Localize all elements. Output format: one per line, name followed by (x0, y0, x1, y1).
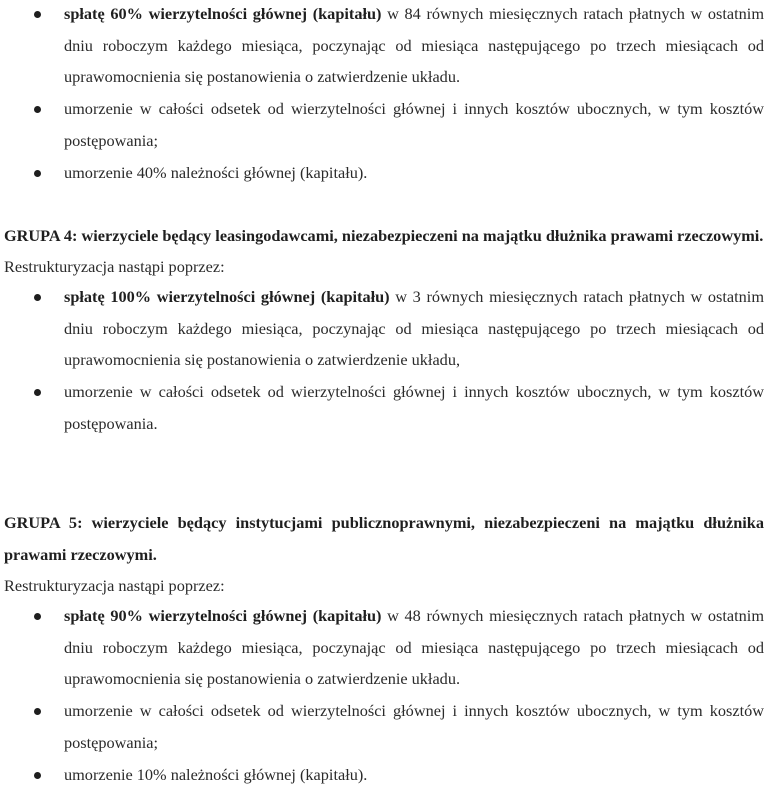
group-4-heading: GRUPA 4: wierzyciele będący leasingodawcami, niezabezpieczeni na majątku dłużnika prawami rzeczowymi. (4, 226, 764, 245)
bullet-list (0, 0, 768, 188)
group-4-section (0, 220, 768, 440)
group-5-section (0, 507, 768, 790)
list-item (0, 93, 768, 156)
bullet-icon (34, 170, 41, 177)
list-item (0, 600, 768, 695)
item-text: umorzenie w całości odsetek od wierzytelności głównej i innych kosztów ubocznych, w tym kosztów postępowania; (64, 701, 764, 752)
bullet-list (0, 600, 768, 790)
item-text: w 3 równych miesięcznych ratach płatnych w ostatnim dniu roboczym każdego miesiąca, poczynając od miesiąca następującego po trzech miesiącach od uprawomocnienia się postanowienia o zatwierdzenie układu, (64, 287, 764, 370)
previous-group-section (0, 0, 768, 188)
group-5-heading: GRUPA 5: wierzyciele będący instytucjami publicznoprawnymi, niezabezpieczeni na majątku dłużnika prawami rzeczowymi. (4, 513, 764, 564)
bullet-icon (34, 708, 41, 715)
list-item (0, 0, 768, 93)
item-bold-text: spłatę 60% wierzytelności głównej (kapitału) (64, 4, 382, 23)
item-text: umorzenie 10% należności głównej (kapitału). (64, 764, 368, 784)
list-item (0, 157, 768, 189)
item-text: w 48 równych miesięcznych ratach płatnych w ostatnim dniu roboczym każdego miesiąca, poczynając od miesiąca następującego po trzech miesiącach od uprawomocnienia się postanowienia o zatwierdzenie układu. (64, 606, 764, 689)
item-text: w 84 równych miesięcznych ratach płatnych w ostatnim dniu roboczym każdego miesiąca, poczynając od miesiąca następującego po trzech miesiącach od uprawomocnienia się postanowienia o zatwierdzenie układu. (64, 4, 764, 87)
item-bold-text: spłatę 100% wierzytelności głównej (kapitału) (64, 287, 390, 306)
bullet-icon (34, 613, 41, 620)
bullet-icon (34, 106, 41, 113)
bullet-icon (34, 294, 41, 301)
list-item (0, 376, 768, 439)
list-item (0, 281, 768, 376)
bullet-icon (34, 772, 41, 779)
item-text: umorzenie w całości odsetek od wierzytelności głównej i innych kosztów ubocznych, w tym kosztów postępowania; (64, 99, 764, 150)
bullet-icon (34, 11, 41, 18)
list-item (0, 759, 768, 791)
group-4-intro: Restrukturyzacja nastąpi poprzez: (4, 257, 225, 276)
item-bold-text: spłatę 90% wierzytelności głównej (kapitału) (64, 606, 382, 625)
bullet-list (0, 281, 768, 440)
group-5-intro: Restrukturyzacja nastąpi poprzez: (4, 576, 225, 595)
bullet-icon (34, 389, 41, 396)
item-text: umorzenie 40% należności głównej (kapitału). (64, 162, 368, 182)
item-text: umorzenie w całości odsetek od wierzytelności głównej i innych kosztów ubocznych, w tym kosztów postępowania. (64, 382, 764, 433)
list-item (0, 695, 768, 758)
